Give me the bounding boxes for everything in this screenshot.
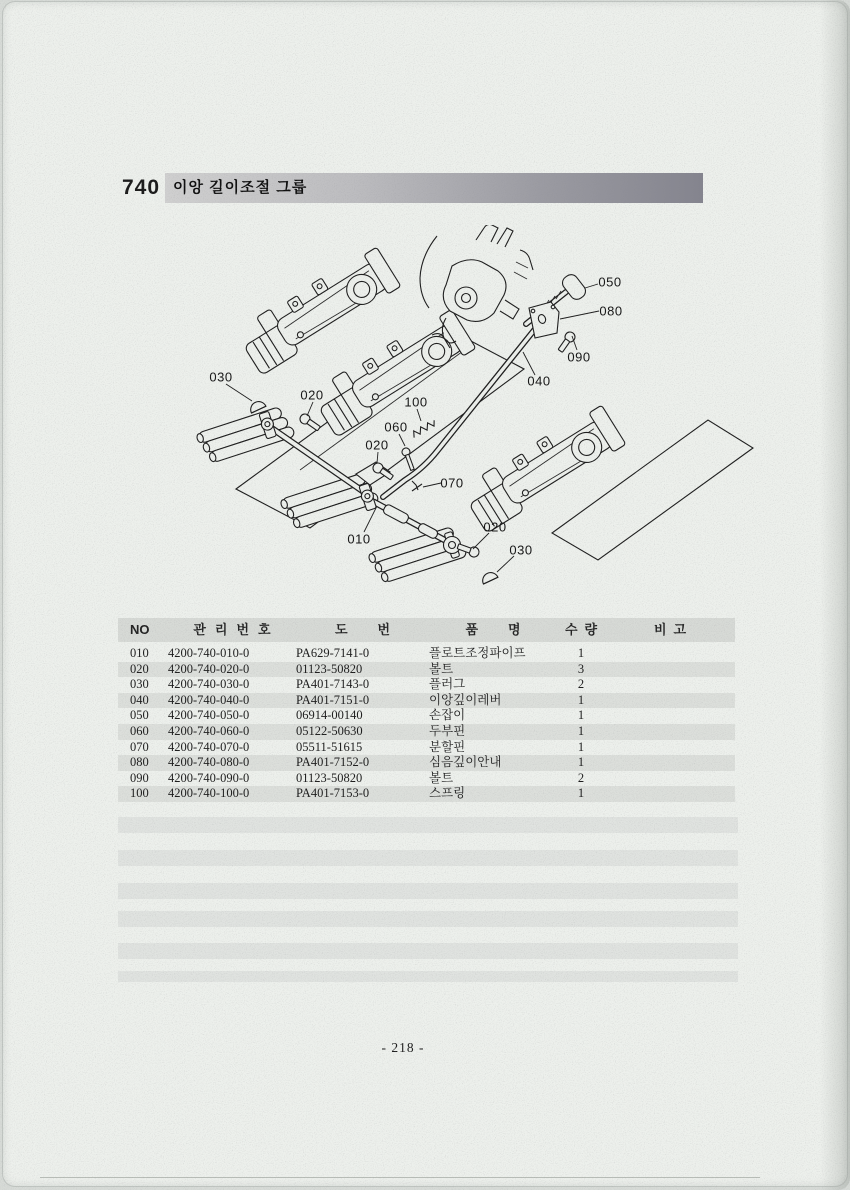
table-header-row <box>118 618 735 642</box>
cell-no: 090 <box>130 770 149 785</box>
cell-no: 040 <box>130 692 149 707</box>
callout-label: 040 <box>527 373 551 389</box>
header-quantity: 수량 <box>564 622 605 637</box>
cell-dwg: PA401-7151-0 <box>296 692 370 707</box>
callout-leader-line <box>307 402 313 416</box>
callout-leader-line <box>473 533 489 549</box>
header-part-name: 품명 <box>465 622 551 637</box>
cell-mgmt: 4200-740-020-0 <box>168 661 250 676</box>
cell-dwg: 01123-50820 <box>296 661 363 676</box>
cell-name: 심음깊이안내 <box>429 755 502 770</box>
cell-no: 050 <box>130 708 149 723</box>
gearbox-assembly-2 <box>309 306 476 438</box>
cell-name: 스프링 <box>429 786 466 801</box>
cell-note <box>605 771 735 787</box>
cell-name: 볼트 <box>429 770 454 785</box>
callout-label: 090 <box>567 349 591 365</box>
scan-stripe <box>118 943 738 959</box>
cell-note <box>605 708 735 724</box>
scan-edge-bottom <box>40 1177 760 1178</box>
callout-leader-line <box>423 483 441 487</box>
cell-qty: 1 <box>577 708 585 723</box>
cell-note <box>605 677 735 693</box>
cell-mgmt: 4200-740-040-0 <box>168 692 250 707</box>
table-row <box>118 693 735 709</box>
table-row <box>118 755 735 771</box>
header-remarks: 비고 <box>653 622 694 637</box>
callout-leader-line <box>585 284 598 288</box>
cell-qty: 3 <box>577 661 585 676</box>
cell-qty: 1 <box>577 646 585 660</box>
cell-no: 060 <box>130 723 149 738</box>
cell-note <box>605 693 735 709</box>
callout-leader-line <box>497 556 514 572</box>
cell-note <box>605 755 735 771</box>
cell-name: 이앙깊이레버 <box>429 692 502 707</box>
cell-dwg: PA401-7152-0 <box>296 755 370 770</box>
table-row <box>118 740 735 756</box>
cell-dwg: 05511-51615 <box>296 739 363 754</box>
cell-name: 플로트조정파이프 <box>429 646 526 660</box>
handle-knob <box>560 272 589 302</box>
callout-leader-line <box>560 311 599 319</box>
cell-no: 020 <box>130 661 149 676</box>
cotter-pin-070 <box>412 481 422 491</box>
cell-dwg: PA629-7141-0 <box>296 646 370 660</box>
cell-name: 두부핀 <box>429 723 466 738</box>
cell-dwg: 01123-50820 <box>296 770 363 785</box>
table-row <box>118 708 735 724</box>
cell-mgmt: 4200-740-050-0 <box>168 708 250 723</box>
gearbox-assembly-1 <box>234 244 401 376</box>
cell-qty: 1 <box>577 739 585 754</box>
callout-leader-line <box>523 352 535 375</box>
callout-label: 030 <box>509 542 533 558</box>
cell-dwg: PA401-7153-0 <box>296 786 370 801</box>
table-row <box>118 724 735 740</box>
depth-guide-plate <box>529 302 559 338</box>
cell-no: 030 <box>130 677 149 692</box>
cell-mgmt: 4200-740-080-0 <box>168 755 250 770</box>
page-number: - 218 - <box>381 1040 425 1055</box>
cell-mgmt: 4200-740-030-0 <box>168 677 250 692</box>
cell-mgmt: 4200-740-100-0 <box>168 786 250 801</box>
cell-qty: 2 <box>577 770 585 785</box>
scan-stripe <box>118 971 738 982</box>
table-row <box>118 786 735 802</box>
spring-100 <box>411 419 437 437</box>
callout-label: 020 <box>483 519 507 535</box>
gearbox-assembly-3 <box>459 402 626 534</box>
cell-note <box>605 786 735 802</box>
callout-label: 020 <box>300 387 324 403</box>
header-drawing-number: 도번 <box>334 622 421 637</box>
cell-name: 분할핀 <box>429 739 466 754</box>
section-title: 이앙 길이조절 그룹 <box>173 179 308 196</box>
cell-note <box>605 724 735 740</box>
callout-label: 080 <box>599 303 623 319</box>
cell-qty: 1 <box>577 692 585 707</box>
cell-mgmt: 4200-740-010-0 <box>168 646 250 660</box>
cell-qty: 1 <box>577 786 585 801</box>
cell-dwg: PA401-7143-0 <box>296 677 370 692</box>
cell-mgmt: 4200-740-070-0 <box>168 739 250 754</box>
cell-no: 010 <box>130 646 149 660</box>
cell-name: 볼트 <box>429 661 454 676</box>
cell-name: 손잡이 <box>429 708 466 723</box>
cell-qty: 2 <box>577 677 585 692</box>
table-row <box>118 662 735 678</box>
cell-mgmt: 4200-740-060-0 <box>168 723 250 738</box>
cell-name: 플러그 <box>429 677 466 692</box>
cell-no: 070 <box>130 739 149 754</box>
cell-note <box>605 662 735 678</box>
callout-label: 020 <box>365 437 389 453</box>
scan-stripe <box>118 911 738 927</box>
callout-leader-line <box>226 384 252 401</box>
cell-note <box>605 740 735 756</box>
plug-030-a <box>248 399 266 413</box>
cell-qty: 1 <box>577 755 585 770</box>
callout-label: 070 <box>440 475 464 491</box>
scan-edge-right <box>820 0 850 1190</box>
header-no: NO <box>130 622 150 637</box>
bolt-020-a <box>298 412 322 433</box>
cell-no: 080 <box>130 755 149 770</box>
callout-label: 010 <box>347 531 371 547</box>
callout-label: 060 <box>384 419 408 435</box>
callout-leader-line <box>399 434 405 446</box>
cell-dwg: 06914-00140 <box>296 708 363 723</box>
cell-dwg: 05122-50630 <box>296 723 363 738</box>
section-number: 740 <box>122 176 161 199</box>
table-row <box>118 646 735 662</box>
cell-note <box>605 646 735 662</box>
scan-stripe <box>118 817 738 833</box>
callout-leader-line <box>417 409 421 421</box>
header-mgmt-number: 관리번호 <box>193 622 280 637</box>
parts-table-body <box>118 646 735 802</box>
parts-table <box>118 618 735 802</box>
callout-label: 030 <box>209 369 233 385</box>
section-title-bar <box>165 173 703 203</box>
cell-mgmt: 4200-740-090-0 <box>168 770 250 785</box>
callout-leader-line <box>377 452 378 463</box>
callout-label: 100 <box>404 394 428 410</box>
table-row <box>118 677 735 693</box>
callout-label: 050 <box>598 274 622 290</box>
scan-stripe <box>118 883 738 899</box>
cell-qty: 1 <box>577 723 585 738</box>
plug-030-b <box>480 570 498 584</box>
scan-stripe <box>118 850 738 866</box>
diagram-svg <box>150 225 762 610</box>
cell-no: 100 <box>130 786 149 801</box>
table-row <box>118 771 735 787</box>
